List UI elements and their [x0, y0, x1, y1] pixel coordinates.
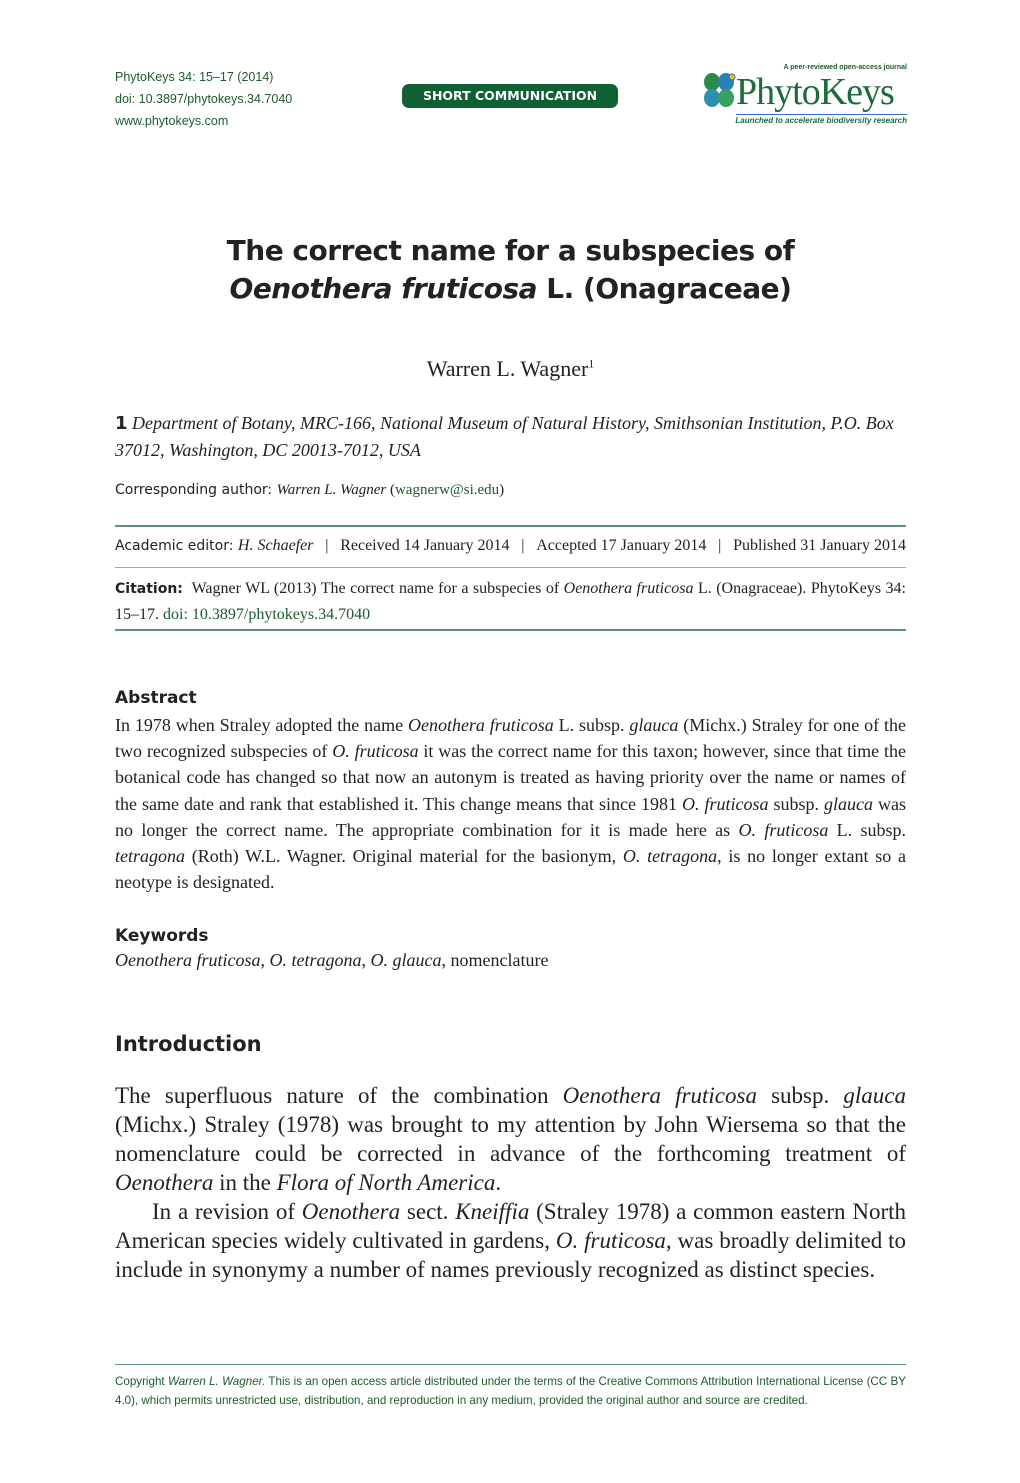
text-segment: In 1978 when Straley adopted the name [115, 715, 408, 735]
author-name: Warren L. Wagner [426, 356, 589, 381]
taxon-name: O. glauca [370, 950, 442, 970]
text-segment: (Michx.) Straley for one of the two recognized subspecies of [115, 715, 906, 762]
journal-info [115, 66, 292, 132]
taxon-name: tetragona [115, 846, 185, 867]
logo-tagline: A peer-reviewed open-access journal [783, 64, 907, 71]
taxon-name: O. tetragona [269, 950, 362, 970]
received-date: Received 14 January 2014 [340, 537, 510, 554]
citation-label: Citation: [115, 581, 183, 597]
text-segment: (Roth) W.L. Wagner. Original material for the basionym, [185, 846, 623, 867]
taxon-name: glauca [629, 715, 679, 735]
paragraph [115, 1197, 906, 1284]
citation [115, 576, 906, 628]
logo-name: PhytoKeys [736, 71, 894, 113]
taxon-name: Oenothera fruticosa [407, 715, 554, 735]
text-segment: L. (Onagraceae). PhytoKeys 34: 15–17. [115, 580, 907, 623]
logo-subtitle: Launched to accelerate biodiversity research [735, 116, 907, 125]
text-segment: L. subsp. [828, 819, 906, 840]
introduction-heading: Introduction [115, 1032, 262, 1056]
corresponding-name: Warren L. Wagner [276, 482, 387, 498]
text-segment: , [260, 950, 270, 970]
copyright-notice [115, 1372, 906, 1410]
text-segment: The superfluous nature of the combination [115, 1083, 563, 1108]
corresponding-label: Corresponding author [115, 482, 268, 498]
journal-reference: PhytoKeys 34: 15–17 (2014) [115, 70, 274, 84]
text-segment: In a revision of [152, 1199, 302, 1224]
keywords-text [115, 950, 906, 971]
editor-label: Academic editor [115, 538, 229, 554]
copyright-prefix: Copyright [115, 1375, 168, 1388]
divider [115, 567, 906, 568]
text-segment: subsp. [756, 1083, 844, 1108]
text-segment: subsp. [768, 793, 824, 814]
license-text: This is an open access article distributed under the terms of the Creative Commons Attribution International License (CC BY 4.0), which permits unrestricted use, distribution, and reproduction in any medium, provided the original author and source are credited. [115, 1375, 906, 1407]
text-segment: L. subsp. [553, 715, 630, 735]
taxon-name: glauca [823, 793, 873, 814]
title-line-2 [115, 270, 906, 308]
taxon-name: O. fruticosa [555, 1228, 666, 1253]
taxon-name: O. fruticosa [681, 793, 769, 814]
text-segment: in the [213, 1170, 277, 1195]
title-line-1: The correct name for a subspecies of [226, 234, 795, 267]
affiliation-text: Department of Botany, MRC-166, National Museum of Natural History, Smithsonian Institution, P.O. Box 37012, Washington, DC 20013-7012, USA [115, 413, 894, 460]
editor-name: H. Schaefer [237, 537, 314, 554]
paragraph [115, 1081, 906, 1197]
abstract-text [115, 712, 906, 895]
taxon-name: Oenothera fruticosa [562, 1083, 757, 1108]
introduction-text [115, 1081, 906, 1284]
text-segment: , was broadly delimited to include in synonymy a number of names previously recognized as distinct species. [115, 1228, 906, 1282]
copyright-holder: Warren L. Wagner. [167, 1375, 266, 1388]
taxon-name: Oenothera fruticosa [563, 580, 694, 597]
published-date: Published 31 January 2014 [733, 537, 906, 554]
doi-link[interactable]: doi: 10.3897/phytokeys.34.7040 [163, 606, 371, 623]
divider [115, 1364, 906, 1365]
text-segment: sect. [400, 1199, 456, 1224]
doi-link[interactable]: doi: 10.3897/phytokeys.34.7040 [115, 92, 293, 106]
divider [115, 629, 906, 631]
taxon-name: O. tetragona [622, 846, 718, 867]
text-segment: , [361, 950, 371, 970]
text-segment: . [495, 1170, 502, 1195]
text-segment: (Michx.) Straley (1978) was brought to my attention by John Wiersema so that the nomenclature could be corrected in advance of the forthcoming treatment of [115, 1112, 906, 1166]
website-link[interactable]: www.phytokeys.com [115, 114, 229, 128]
text-segment: it was the correct name for this taxon; however, since that time the botanical code has changed so that now an autonym is treated as having priority over the name or names of the same date and rank that established it. This change means that since 1981 [115, 741, 906, 814]
corresponding-author: Corresponding author: Warren L. Wagner (wagnerw@si.edu) [115, 482, 505, 498]
affiliation-number: 1 [115, 413, 128, 434]
affiliation [115, 410, 906, 463]
taxon-name: Flora of North America [276, 1170, 496, 1195]
accepted-date: Accepted 17 January 2014 [536, 537, 707, 554]
taxon-name: Kneiffia [455, 1199, 530, 1224]
title-taxon: Oenothera fruticosa [229, 272, 538, 305]
divider [115, 525, 906, 527]
title-rest: L. (Onagraceae) [537, 272, 792, 305]
taxon-name: Oenothera [301, 1199, 401, 1224]
phytokeys-logo [700, 64, 907, 128]
taxon-name: O. fruticosa [738, 819, 829, 840]
text-segment: Wagner WL (2013) The correct name for a subspecies of [191, 580, 564, 597]
article-type-badge: SHORT COMMUNICATION [402, 84, 618, 108]
author-affil-mark: 1 [588, 356, 595, 371]
email-link[interactable]: wagnerw@si.edu [394, 482, 500, 498]
article-title [115, 232, 906, 308]
article-dates: Academic editor: H. Schaefer | Received 14 January 2014 | Accepted 17 January 2014 | Published 31 January 2014 [115, 537, 906, 554]
logo-rule [736, 114, 907, 115]
clover-icon [702, 72, 738, 112]
abstract-heading: Abstract [115, 688, 197, 708]
text-segment: , nomenclature [441, 950, 549, 970]
text-segment: , is no longer extant so a neotype is designated. [115, 846, 907, 893]
author-line [115, 356, 906, 382]
text-segment: was no longer the correct name. The appropriate combination for it is made here as [115, 793, 906, 840]
keywords-heading: Keywords [115, 926, 209, 946]
taxon-name: glauca [843, 1083, 907, 1108]
taxon-name: Oenothera fruticosa [115, 950, 261, 970]
text-segment: (Straley 1978) a common eastern North American species widely cultivated in gardens, [115, 1199, 906, 1253]
taxon-name: Oenothera [115, 1170, 214, 1195]
taxon-name: O. fruticosa [332, 741, 419, 762]
